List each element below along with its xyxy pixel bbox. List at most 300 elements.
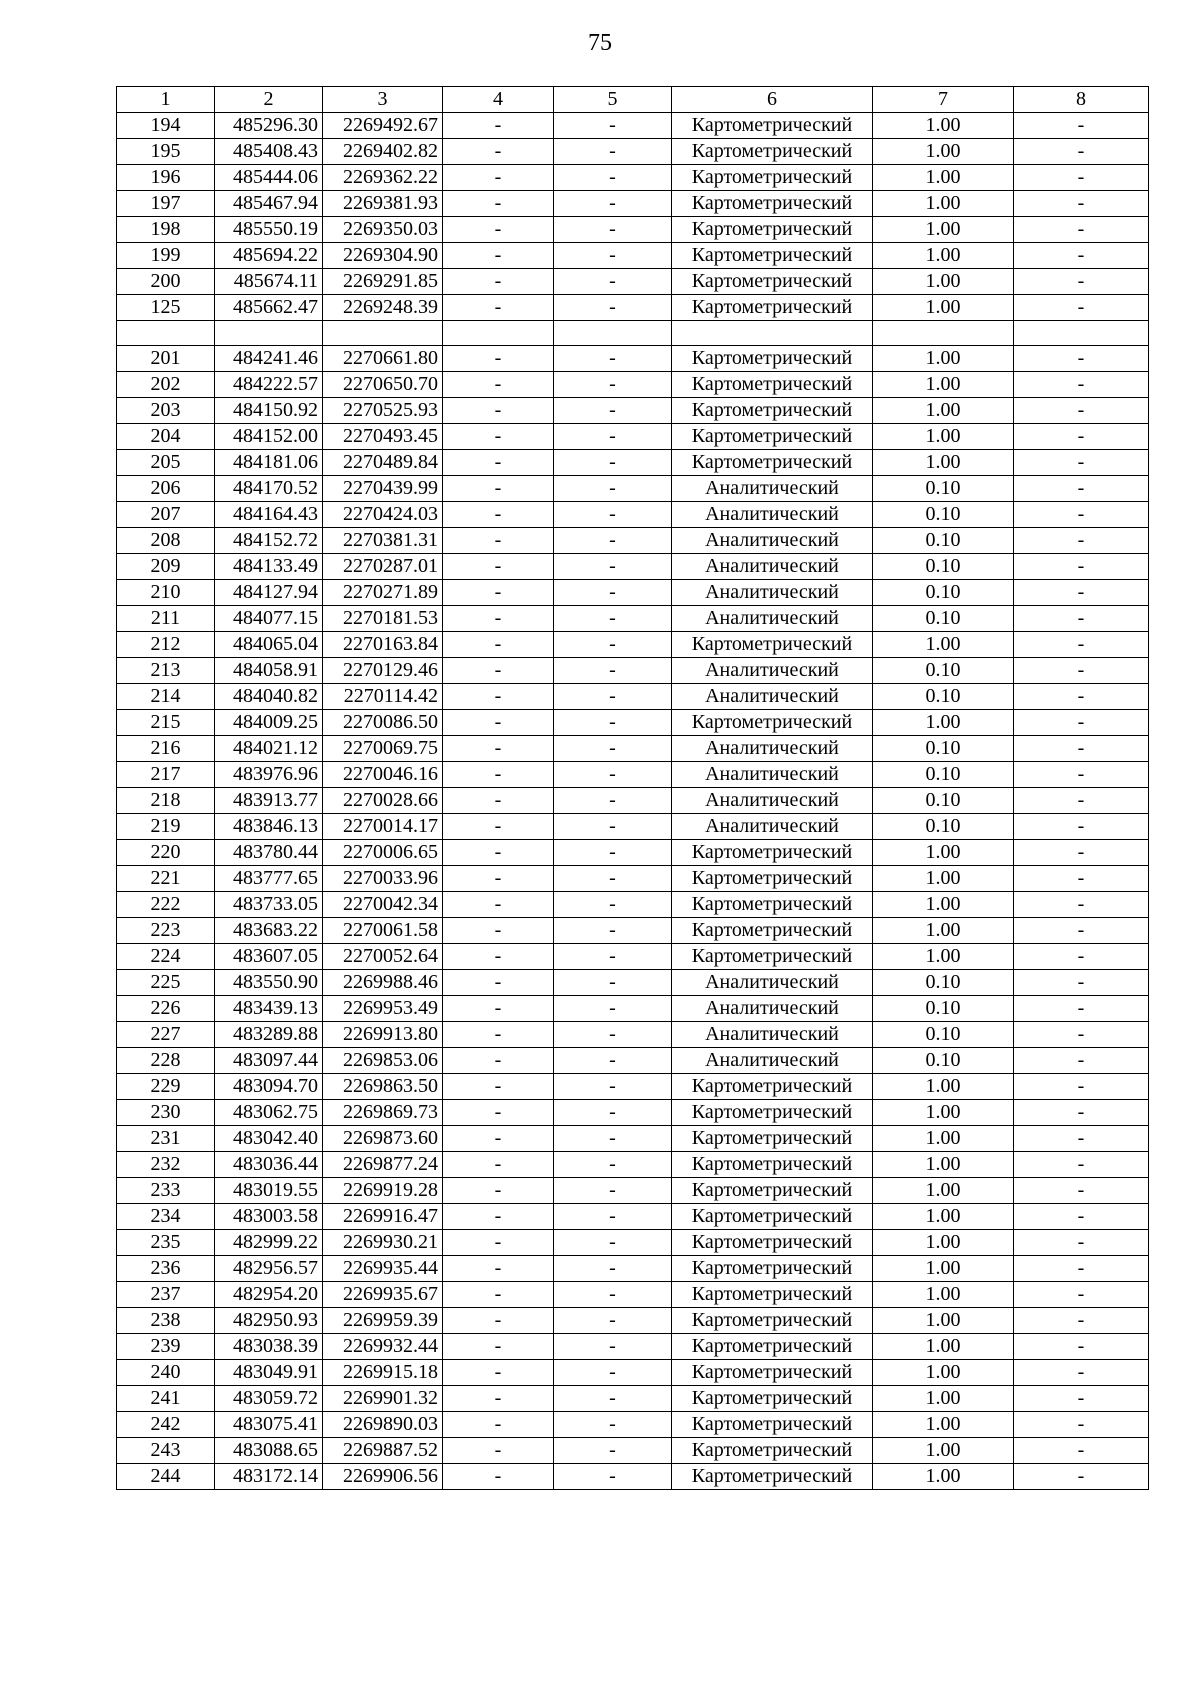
table-cell: 242 xyxy=(117,1412,215,1438)
table-cell: 0.10 xyxy=(873,684,1014,710)
table-cell: 482950.93 xyxy=(215,1308,323,1334)
table-cell: 1.00 xyxy=(873,217,1014,243)
table-cell: 2269362.22 xyxy=(323,165,443,191)
table-cell xyxy=(323,321,443,346)
table-cell: - xyxy=(443,1204,554,1230)
table-cell: 2270381.31 xyxy=(323,528,443,554)
table-row xyxy=(117,788,1149,814)
table-cell: 2269291.85 xyxy=(323,269,443,295)
table-cell: 2270006.65 xyxy=(323,840,443,866)
table-cell: 2270033.96 xyxy=(323,866,443,892)
table-cell: 2269919.28 xyxy=(323,1178,443,1204)
table-cell: 483062.75 xyxy=(215,1100,323,1126)
table-cell: 0.10 xyxy=(873,476,1014,502)
table-cell: 483780.44 xyxy=(215,840,323,866)
table-cell xyxy=(215,321,323,346)
table-cell: 2269873.60 xyxy=(323,1126,443,1152)
table-cell: - xyxy=(1014,684,1149,710)
table-cell: 2270069.75 xyxy=(323,736,443,762)
table-cell: 484152.00 xyxy=(215,424,323,450)
table-cell: - xyxy=(1014,762,1149,788)
table-cell: - xyxy=(443,1464,554,1490)
table-cell: 228 xyxy=(117,1048,215,1074)
table-cell: 207 xyxy=(117,502,215,528)
table-cell: Картометрический xyxy=(672,346,873,372)
table-cell: Картометрический xyxy=(672,1308,873,1334)
table-cell: Картометрический xyxy=(672,113,873,139)
table-cell: 483049.91 xyxy=(215,1360,323,1386)
table-row xyxy=(117,321,1149,346)
table-cell: 1.00 xyxy=(873,191,1014,217)
table-cell: Картометрический xyxy=(672,632,873,658)
table-cell: Картометрический xyxy=(672,191,873,217)
table-row xyxy=(117,1204,1149,1230)
table-cell: Аналитический xyxy=(672,684,873,710)
table-cell: - xyxy=(554,1178,672,1204)
table-cell: 2270061.58 xyxy=(323,918,443,944)
table-cell: - xyxy=(554,191,672,217)
table-cell: - xyxy=(1014,840,1149,866)
table-cell: 220 xyxy=(117,840,215,866)
table-cell xyxy=(1014,321,1149,346)
table-cell: 231 xyxy=(117,1126,215,1152)
table-cell: - xyxy=(554,736,672,762)
table-cell: - xyxy=(554,295,672,321)
table-row xyxy=(117,1256,1149,1282)
table-cell: - xyxy=(554,1360,672,1386)
table-cell: 243 xyxy=(117,1438,215,1464)
table-cell: 1.00 xyxy=(873,1282,1014,1308)
table-cell: 1.00 xyxy=(873,1386,1014,1412)
table-cell: - xyxy=(443,1360,554,1386)
table-cell: - xyxy=(1014,944,1149,970)
table-cell: - xyxy=(443,1386,554,1412)
table-row xyxy=(117,1308,1149,1334)
table-cell: 2270424.03 xyxy=(323,502,443,528)
table-cell: - xyxy=(554,502,672,528)
table-cell: Картометрический xyxy=(672,1360,873,1386)
table-row xyxy=(117,113,1149,139)
table-cell: - xyxy=(443,1282,554,1308)
table-row xyxy=(117,580,1149,606)
table-cell: - xyxy=(554,269,672,295)
table-cell: 2270086.50 xyxy=(323,710,443,736)
table-cell: Картометрический xyxy=(672,1412,873,1438)
table-cell: 233 xyxy=(117,1178,215,1204)
table-cell: 483059.72 xyxy=(215,1386,323,1412)
table-cell: - xyxy=(1014,1100,1149,1126)
table-row xyxy=(117,1464,1149,1490)
table-cell: Картометрический xyxy=(672,398,873,424)
table-cell: 2269492.67 xyxy=(323,113,443,139)
table-cell: - xyxy=(443,1152,554,1178)
table-cell: 483097.44 xyxy=(215,1048,323,1074)
table-row xyxy=(117,1412,1149,1438)
table-cell: - xyxy=(1014,1074,1149,1100)
table-cell: - xyxy=(443,139,554,165)
table-cell: - xyxy=(554,1022,672,1048)
table-cell: 210 xyxy=(117,580,215,606)
table-row xyxy=(117,736,1149,762)
table-cell: Аналитический xyxy=(672,736,873,762)
table-cell: 1.00 xyxy=(873,1126,1014,1152)
table-cell: 2269869.73 xyxy=(323,1100,443,1126)
table-cell: 2270014.17 xyxy=(323,814,443,840)
table-cell: 2269935.67 xyxy=(323,1282,443,1308)
table-row xyxy=(117,139,1149,165)
table-cell: 2269887.52 xyxy=(323,1438,443,1464)
table-cell: 196 xyxy=(117,165,215,191)
table-cell: 1.00 xyxy=(873,892,1014,918)
table-cell: 1.00 xyxy=(873,710,1014,736)
table-cell: Картометрический xyxy=(672,217,873,243)
table-cell: - xyxy=(554,1412,672,1438)
table-cell: - xyxy=(1014,1464,1149,1490)
table-cell: Аналитический xyxy=(672,1048,873,1074)
column-header: 1 xyxy=(117,87,215,113)
table-cell: Картометрический xyxy=(672,1126,873,1152)
table-cell: - xyxy=(554,788,672,814)
column-header: 7 xyxy=(873,87,1014,113)
table-cell: - xyxy=(443,840,554,866)
table-cell: - xyxy=(443,165,554,191)
table-cell: 2270129.46 xyxy=(323,658,443,684)
table-cell: - xyxy=(443,1334,554,1360)
table-cell: 483550.90 xyxy=(215,970,323,996)
table-cell: 2270271.89 xyxy=(323,580,443,606)
table-cell: 2269932.44 xyxy=(323,1334,443,1360)
table-cell: Аналитический xyxy=(672,554,873,580)
table-cell: 484077.15 xyxy=(215,606,323,632)
table-cell: 483976.96 xyxy=(215,762,323,788)
table-cell: 221 xyxy=(117,866,215,892)
table-cell: - xyxy=(1014,814,1149,840)
table-cell: 2269915.18 xyxy=(323,1360,443,1386)
table-cell: - xyxy=(443,866,554,892)
table-cell: 2269916.47 xyxy=(323,1204,443,1230)
table-cell: - xyxy=(554,243,672,269)
table-cell: 244 xyxy=(117,1464,215,1490)
table-cell: 1.00 xyxy=(873,295,1014,321)
table-cell: - xyxy=(554,113,672,139)
table-cell: - xyxy=(443,191,554,217)
table-cell: Картометрический xyxy=(672,1074,873,1100)
table-cell: 2270052.64 xyxy=(323,944,443,970)
table-cell: Картометрический xyxy=(672,1100,873,1126)
table-cell: 211 xyxy=(117,606,215,632)
table-cell: - xyxy=(554,398,672,424)
table-cell: 2269853.06 xyxy=(323,1048,443,1074)
table-cell: 0.10 xyxy=(873,502,1014,528)
table-cell: 0.10 xyxy=(873,1022,1014,1048)
table-cell: 482999.22 xyxy=(215,1230,323,1256)
table-cell: Картометрический xyxy=(672,450,873,476)
table-cell: 2270114.42 xyxy=(323,684,443,710)
table-cell: 239 xyxy=(117,1334,215,1360)
table-cell: 483607.05 xyxy=(215,944,323,970)
table-cell: 1.00 xyxy=(873,632,1014,658)
table-cell: 225 xyxy=(117,970,215,996)
table-cell: Картометрический xyxy=(672,1256,873,1282)
table-cell: 1.00 xyxy=(873,1152,1014,1178)
table-cell: 224 xyxy=(117,944,215,970)
table-cell: - xyxy=(443,450,554,476)
table-cell: - xyxy=(1014,243,1149,269)
table-cell: 223 xyxy=(117,918,215,944)
table-row xyxy=(117,1282,1149,1308)
table-cell: 485408.43 xyxy=(215,139,323,165)
table-cell: 222 xyxy=(117,892,215,918)
table-cell: 2269402.82 xyxy=(323,139,443,165)
table-cell: - xyxy=(554,528,672,554)
table-cell: - xyxy=(1014,1022,1149,1048)
table-cell: - xyxy=(1014,269,1149,295)
table-cell: - xyxy=(443,1412,554,1438)
table-cell: 2269863.50 xyxy=(323,1074,443,1100)
table-row xyxy=(117,632,1149,658)
table-cell: - xyxy=(554,684,672,710)
table-cell: 483042.40 xyxy=(215,1126,323,1152)
table-cell: - xyxy=(554,762,672,788)
table-cell: Картометрический xyxy=(672,1464,873,1490)
table-row xyxy=(117,476,1149,502)
table-row xyxy=(117,892,1149,918)
table-cell: Аналитический xyxy=(672,788,873,814)
table-cell: - xyxy=(554,1204,672,1230)
table-cell: - xyxy=(554,139,672,165)
table-cell: - xyxy=(554,632,672,658)
table-cell: 483019.55 xyxy=(215,1178,323,1204)
table-cell: - xyxy=(554,996,672,1022)
table-cell: 484241.46 xyxy=(215,346,323,372)
table-cell: - xyxy=(1014,165,1149,191)
column-header: 5 xyxy=(554,87,672,113)
table-row xyxy=(117,1178,1149,1204)
table-cell: Аналитический xyxy=(672,970,873,996)
table-row xyxy=(117,398,1149,424)
table-cell: 0.10 xyxy=(873,580,1014,606)
table-cell: 1.00 xyxy=(873,424,1014,450)
table-cell: 1.00 xyxy=(873,840,1014,866)
table-cell: - xyxy=(443,1438,554,1464)
table-cell: 483172.14 xyxy=(215,1464,323,1490)
table-row xyxy=(117,866,1149,892)
table-cell: 2269304.90 xyxy=(323,243,443,269)
table-cell: 0.10 xyxy=(873,736,1014,762)
table-cell: Картометрический xyxy=(672,944,873,970)
column-header: 2 xyxy=(215,87,323,113)
table-cell: - xyxy=(554,346,672,372)
table-cell: - xyxy=(443,996,554,1022)
table-cell: Картометрический xyxy=(672,165,873,191)
table-cell: - xyxy=(443,1074,554,1100)
table-cell: 485662.47 xyxy=(215,295,323,321)
table-cell: 235 xyxy=(117,1230,215,1256)
table-cell: 2269890.03 xyxy=(323,1412,443,1438)
table-cell: 232 xyxy=(117,1152,215,1178)
table-cell: - xyxy=(443,424,554,450)
table-row xyxy=(117,814,1149,840)
table-cell: 1.00 xyxy=(873,113,1014,139)
table-cell: 1.00 xyxy=(873,269,1014,295)
table-cell: - xyxy=(443,554,554,580)
table-cell: - xyxy=(443,814,554,840)
table-cell: 483038.39 xyxy=(215,1334,323,1360)
table-cell: - xyxy=(1014,398,1149,424)
table-cell: - xyxy=(554,554,672,580)
table-cell: - xyxy=(1014,866,1149,892)
table-cell: Аналитический xyxy=(672,606,873,632)
table-cell: - xyxy=(1014,970,1149,996)
table-cell: 206 xyxy=(117,476,215,502)
table-cell: 0.10 xyxy=(873,1048,1014,1074)
table-cell: 483289.88 xyxy=(215,1022,323,1048)
table-cell: Картометрический xyxy=(672,1334,873,1360)
table-header-row xyxy=(117,87,1149,113)
table-cell: - xyxy=(554,165,672,191)
table-cell: - xyxy=(554,866,672,892)
table-cell: - xyxy=(554,840,672,866)
table-cell: 219 xyxy=(117,814,215,840)
table-cell: 485550.19 xyxy=(215,217,323,243)
table-row xyxy=(117,372,1149,398)
table-cell: 2269930.21 xyxy=(323,1230,443,1256)
table-cell: 195 xyxy=(117,139,215,165)
table-cell: 484222.57 xyxy=(215,372,323,398)
table-cell: - xyxy=(443,372,554,398)
table-cell: 0.10 xyxy=(873,528,1014,554)
table-cell: 1.00 xyxy=(873,165,1014,191)
table-cell: 241 xyxy=(117,1386,215,1412)
table-cell: 483733.05 xyxy=(215,892,323,918)
table-cell: 2270661.80 xyxy=(323,346,443,372)
table-cell: 0.10 xyxy=(873,606,1014,632)
table-cell: 0.10 xyxy=(873,554,1014,580)
table-cell: Аналитический xyxy=(672,996,873,1022)
table-cell: - xyxy=(1014,632,1149,658)
table-cell: Картометрический xyxy=(672,139,873,165)
table-cell: 236 xyxy=(117,1256,215,1282)
table-cell: 240 xyxy=(117,1360,215,1386)
table-row xyxy=(117,424,1149,450)
table-cell: Аналитический xyxy=(672,762,873,788)
table-cell: 1.00 xyxy=(873,1334,1014,1360)
table-cell: - xyxy=(1014,1412,1149,1438)
table-cell: Аналитический xyxy=(672,580,873,606)
table-cell: 482954.20 xyxy=(215,1282,323,1308)
table-row xyxy=(117,1022,1149,1048)
table-cell: 484181.06 xyxy=(215,450,323,476)
table-cell: 2270439.99 xyxy=(323,476,443,502)
table-cell: - xyxy=(1014,476,1149,502)
table-cell: - xyxy=(443,1100,554,1126)
table-cell: - xyxy=(554,1256,672,1282)
table-cell: 485467.94 xyxy=(215,191,323,217)
table-cell: Картометрический xyxy=(672,243,873,269)
table-row xyxy=(117,502,1149,528)
table-cell: 217 xyxy=(117,762,215,788)
table-cell: - xyxy=(554,814,672,840)
table-cell: 1.00 xyxy=(873,1230,1014,1256)
table-row xyxy=(117,1386,1149,1412)
table-cell: Картометрический xyxy=(672,1178,873,1204)
table-cell: 2270493.45 xyxy=(323,424,443,450)
table-cell: 203 xyxy=(117,398,215,424)
table-row xyxy=(117,1100,1149,1126)
table-cell: - xyxy=(1014,1438,1149,1464)
table-cell: - xyxy=(554,944,672,970)
table-cell: - xyxy=(1014,113,1149,139)
table-cell: 234 xyxy=(117,1204,215,1230)
table-cell: Аналитический xyxy=(672,476,873,502)
table-cell: 482956.57 xyxy=(215,1256,323,1282)
table-cell: 483003.58 xyxy=(215,1204,323,1230)
table-cell: 483036.44 xyxy=(215,1152,323,1178)
table-cell: - xyxy=(443,295,554,321)
table-cell: 483439.13 xyxy=(215,996,323,1022)
table-row xyxy=(117,918,1149,944)
table-cell: Аналитический xyxy=(672,502,873,528)
table-row xyxy=(117,684,1149,710)
table-cell: - xyxy=(554,1048,672,1074)
table-row xyxy=(117,450,1149,476)
table-cell: 1.00 xyxy=(873,450,1014,476)
table-cell: - xyxy=(443,710,554,736)
table-row xyxy=(117,217,1149,243)
table-cell: - xyxy=(443,502,554,528)
column-header: 3 xyxy=(323,87,443,113)
table-cell: - xyxy=(443,1126,554,1152)
table-cell: - xyxy=(443,736,554,762)
table-cell: 1.00 xyxy=(873,398,1014,424)
table-cell: 2270525.93 xyxy=(323,398,443,424)
table-cell: 202 xyxy=(117,372,215,398)
table-cell: - xyxy=(443,918,554,944)
table-row xyxy=(117,528,1149,554)
table-cell: - xyxy=(1014,1178,1149,1204)
table-cell: 483075.41 xyxy=(215,1412,323,1438)
table-cell: 484152.72 xyxy=(215,528,323,554)
table-cell: 483094.70 xyxy=(215,1074,323,1100)
table-cell: 485296.30 xyxy=(215,113,323,139)
table-cell: 1.00 xyxy=(873,1438,1014,1464)
table-cell: - xyxy=(1014,424,1149,450)
table-cell: 2269953.49 xyxy=(323,996,443,1022)
table-cell: Картометрический xyxy=(672,892,873,918)
table-cell: 201 xyxy=(117,346,215,372)
table-cell: - xyxy=(554,476,672,502)
table-cell: 484065.04 xyxy=(215,632,323,658)
page-number: 75 xyxy=(588,30,612,56)
table-cell: - xyxy=(1014,295,1149,321)
table-cell: 198 xyxy=(117,217,215,243)
table-cell: 212 xyxy=(117,632,215,658)
table-row xyxy=(117,554,1149,580)
table-cell: 2269877.24 xyxy=(323,1152,443,1178)
table-cell: Картометрический xyxy=(672,269,873,295)
table-cell: 484170.52 xyxy=(215,476,323,502)
table-cell: 2269350.03 xyxy=(323,217,443,243)
table-cell: - xyxy=(554,1308,672,1334)
table-cell: 2270287.01 xyxy=(323,554,443,580)
table-cell xyxy=(554,321,672,346)
table-cell: - xyxy=(554,1464,672,1490)
table-cell: 485694.22 xyxy=(215,243,323,269)
table-cell: - xyxy=(443,658,554,684)
table-cell xyxy=(672,321,873,346)
table-cell: - xyxy=(443,217,554,243)
table-cell: 1.00 xyxy=(873,1256,1014,1282)
